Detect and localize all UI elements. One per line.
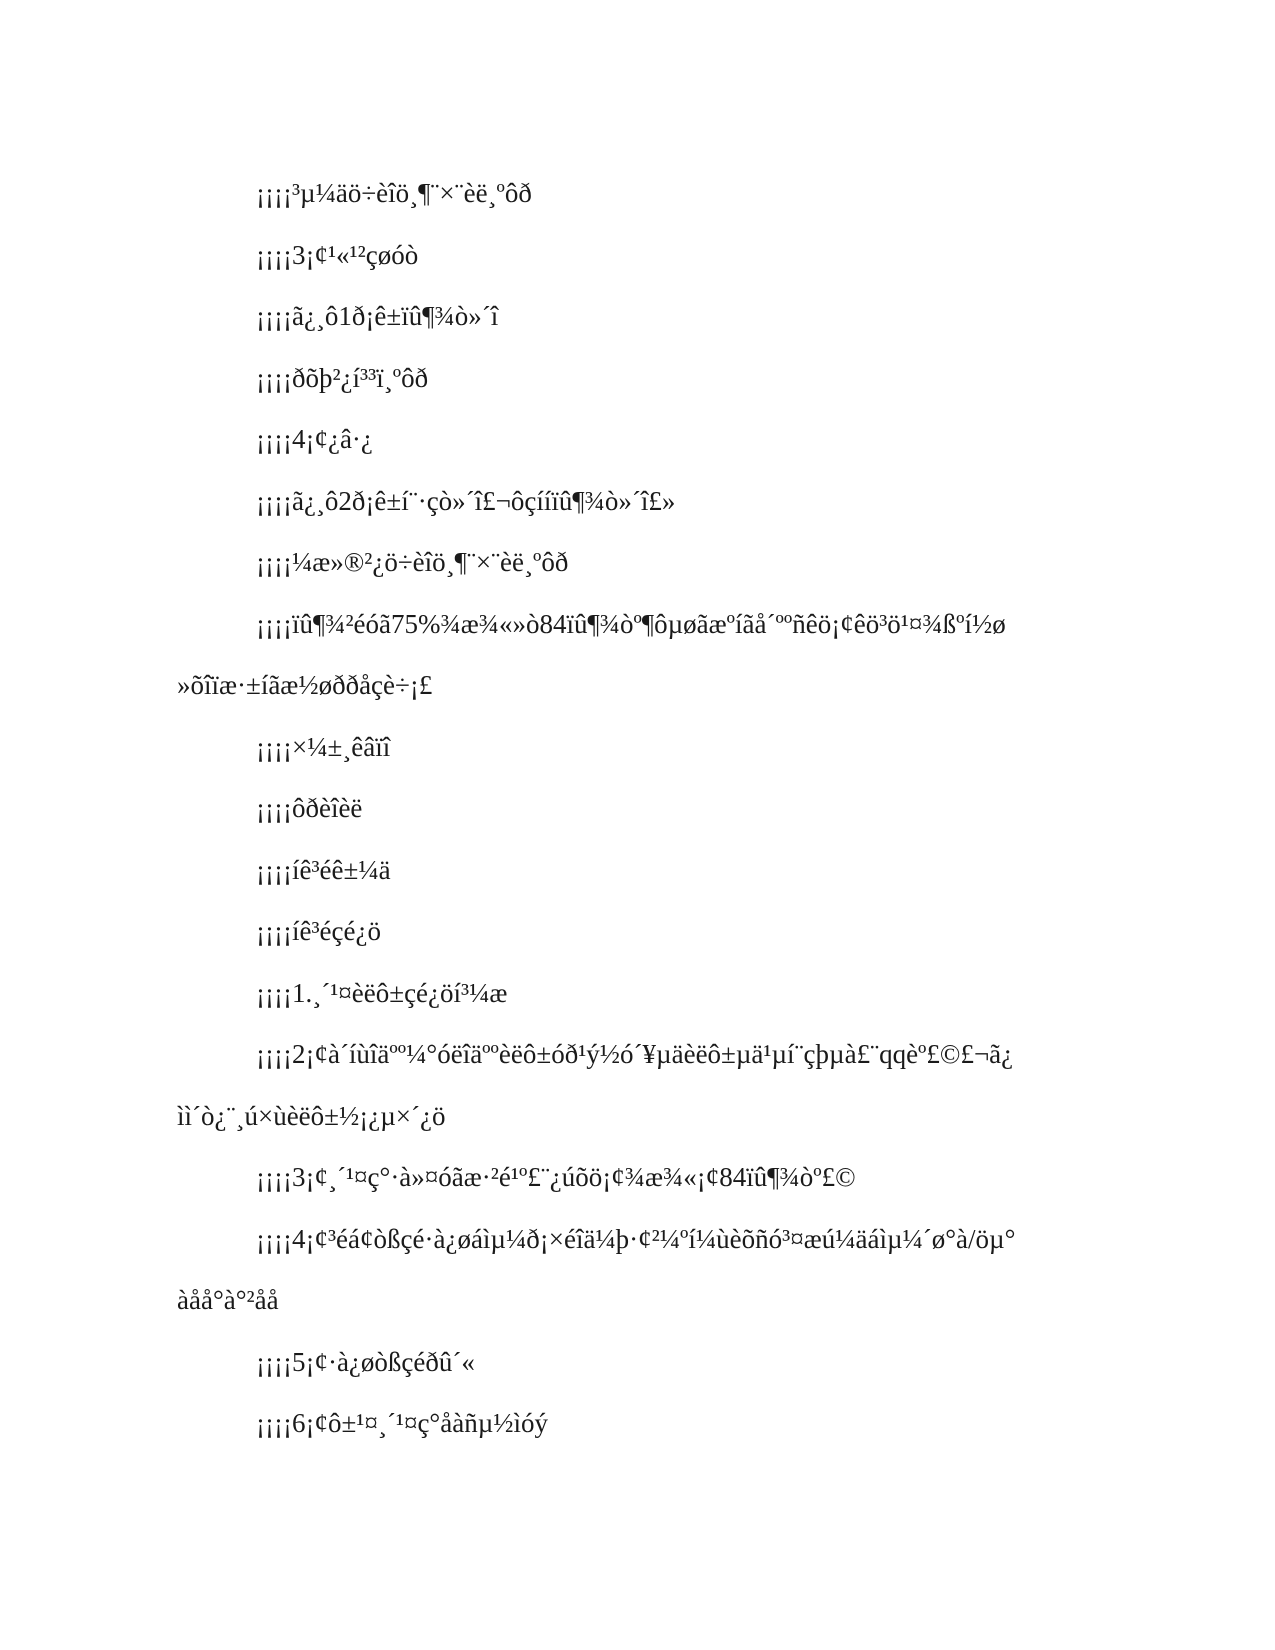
text-line: ¡¡¡¡6¡¢ô±¹¤¸´¹¤ç°åàñµ½ìóý — [256, 1408, 549, 1438]
text-line: ¡¡¡¡ðõþ²¿í³³ï¸ºôð — [256, 362, 429, 393]
text-line: ¡¡¡¡ã¿¸ô2ð¡ê±í¨·çò»´î£¬ôçííïû¶¾ò»´î£» — [256, 485, 676, 516]
text-line: ìì´ò¿¨¸ú×ùèëô±½¡¿µ×´¿ö — [177, 1100, 446, 1131]
text-line: ¡¡¡¡ôðèîèë — [256, 793, 363, 823]
text-line: ¡¡¡¡4¡¢¿â·¿ — [256, 424, 373, 454]
text-line: ¡¡¡¡1.¸´¹¤èëô±çé¿öí³¼æ — [256, 977, 508, 1008]
text-line: ¡¡¡¡2¡¢à´íùîäºº¼°óëîäººèëô±óð¹ý½ó´¥µäèëô±µä¹µí¨çþµà£¨qqèº£©£¬ã¿ — [256, 1039, 1014, 1069]
text-line: ¡¡¡¡ã¿¸ô1ð¡ê±ïû¶¾ò»´î — [256, 301, 499, 331]
text-line: »õîïæ·±íãæ½øððåçè÷¡£ — [177, 670, 433, 700]
text-line: ¡¡¡¡3¡¢¹«¹²çøóò — [256, 239, 419, 270]
text-line: ¡¡¡¡×¼±¸êâïî — [256, 731, 391, 762]
text-line: ¡¡¡¡íê³éçé¿ö — [256, 916, 381, 946]
text-line: ¡¡¡¡ïû¶¾²éóã75%¾æ¾«»ò84ïû¶¾òº¶ôµøãæºíãå´ººñêö¡¢êö³ö¹¤¾ßºí½ø — [256, 608, 1006, 639]
text-line: ¡¡¡¡¼æ»®²¿ö÷èîö¸¶¨×¨èë¸ºôð — [256, 547, 569, 577]
text-line: ¡¡¡¡3¡¢¸´¹¤ç°·à»¤óãæ·²é¹º£¨¿úõö¡¢¾æ¾«¡¢84ïû¶¾òº£© — [256, 1162, 856, 1192]
text-line: ¡¡¡¡³µ¼äö÷èîö¸¶¨×¨èë¸ºôð — [256, 178, 532, 208]
text-line: àåå°à°²åå — [177, 1285, 279, 1315]
text-line: ¡¡¡¡4¡¢³éá¢òßçé·à¿øáìµ¼ð¡×éîä¼þ·¢²¼ºí¼ùèõñó³¤æú¼äáìµ¼´ø°à/öµ° — [256, 1223, 1016, 1254]
document-body — [177, 163, 1097, 1455]
text-line: ¡¡¡¡5¡¢·à¿øòßçéðû´« — [256, 1346, 475, 1377]
text-line: ¡¡¡¡íê³éê±¼ä — [256, 854, 391, 885]
